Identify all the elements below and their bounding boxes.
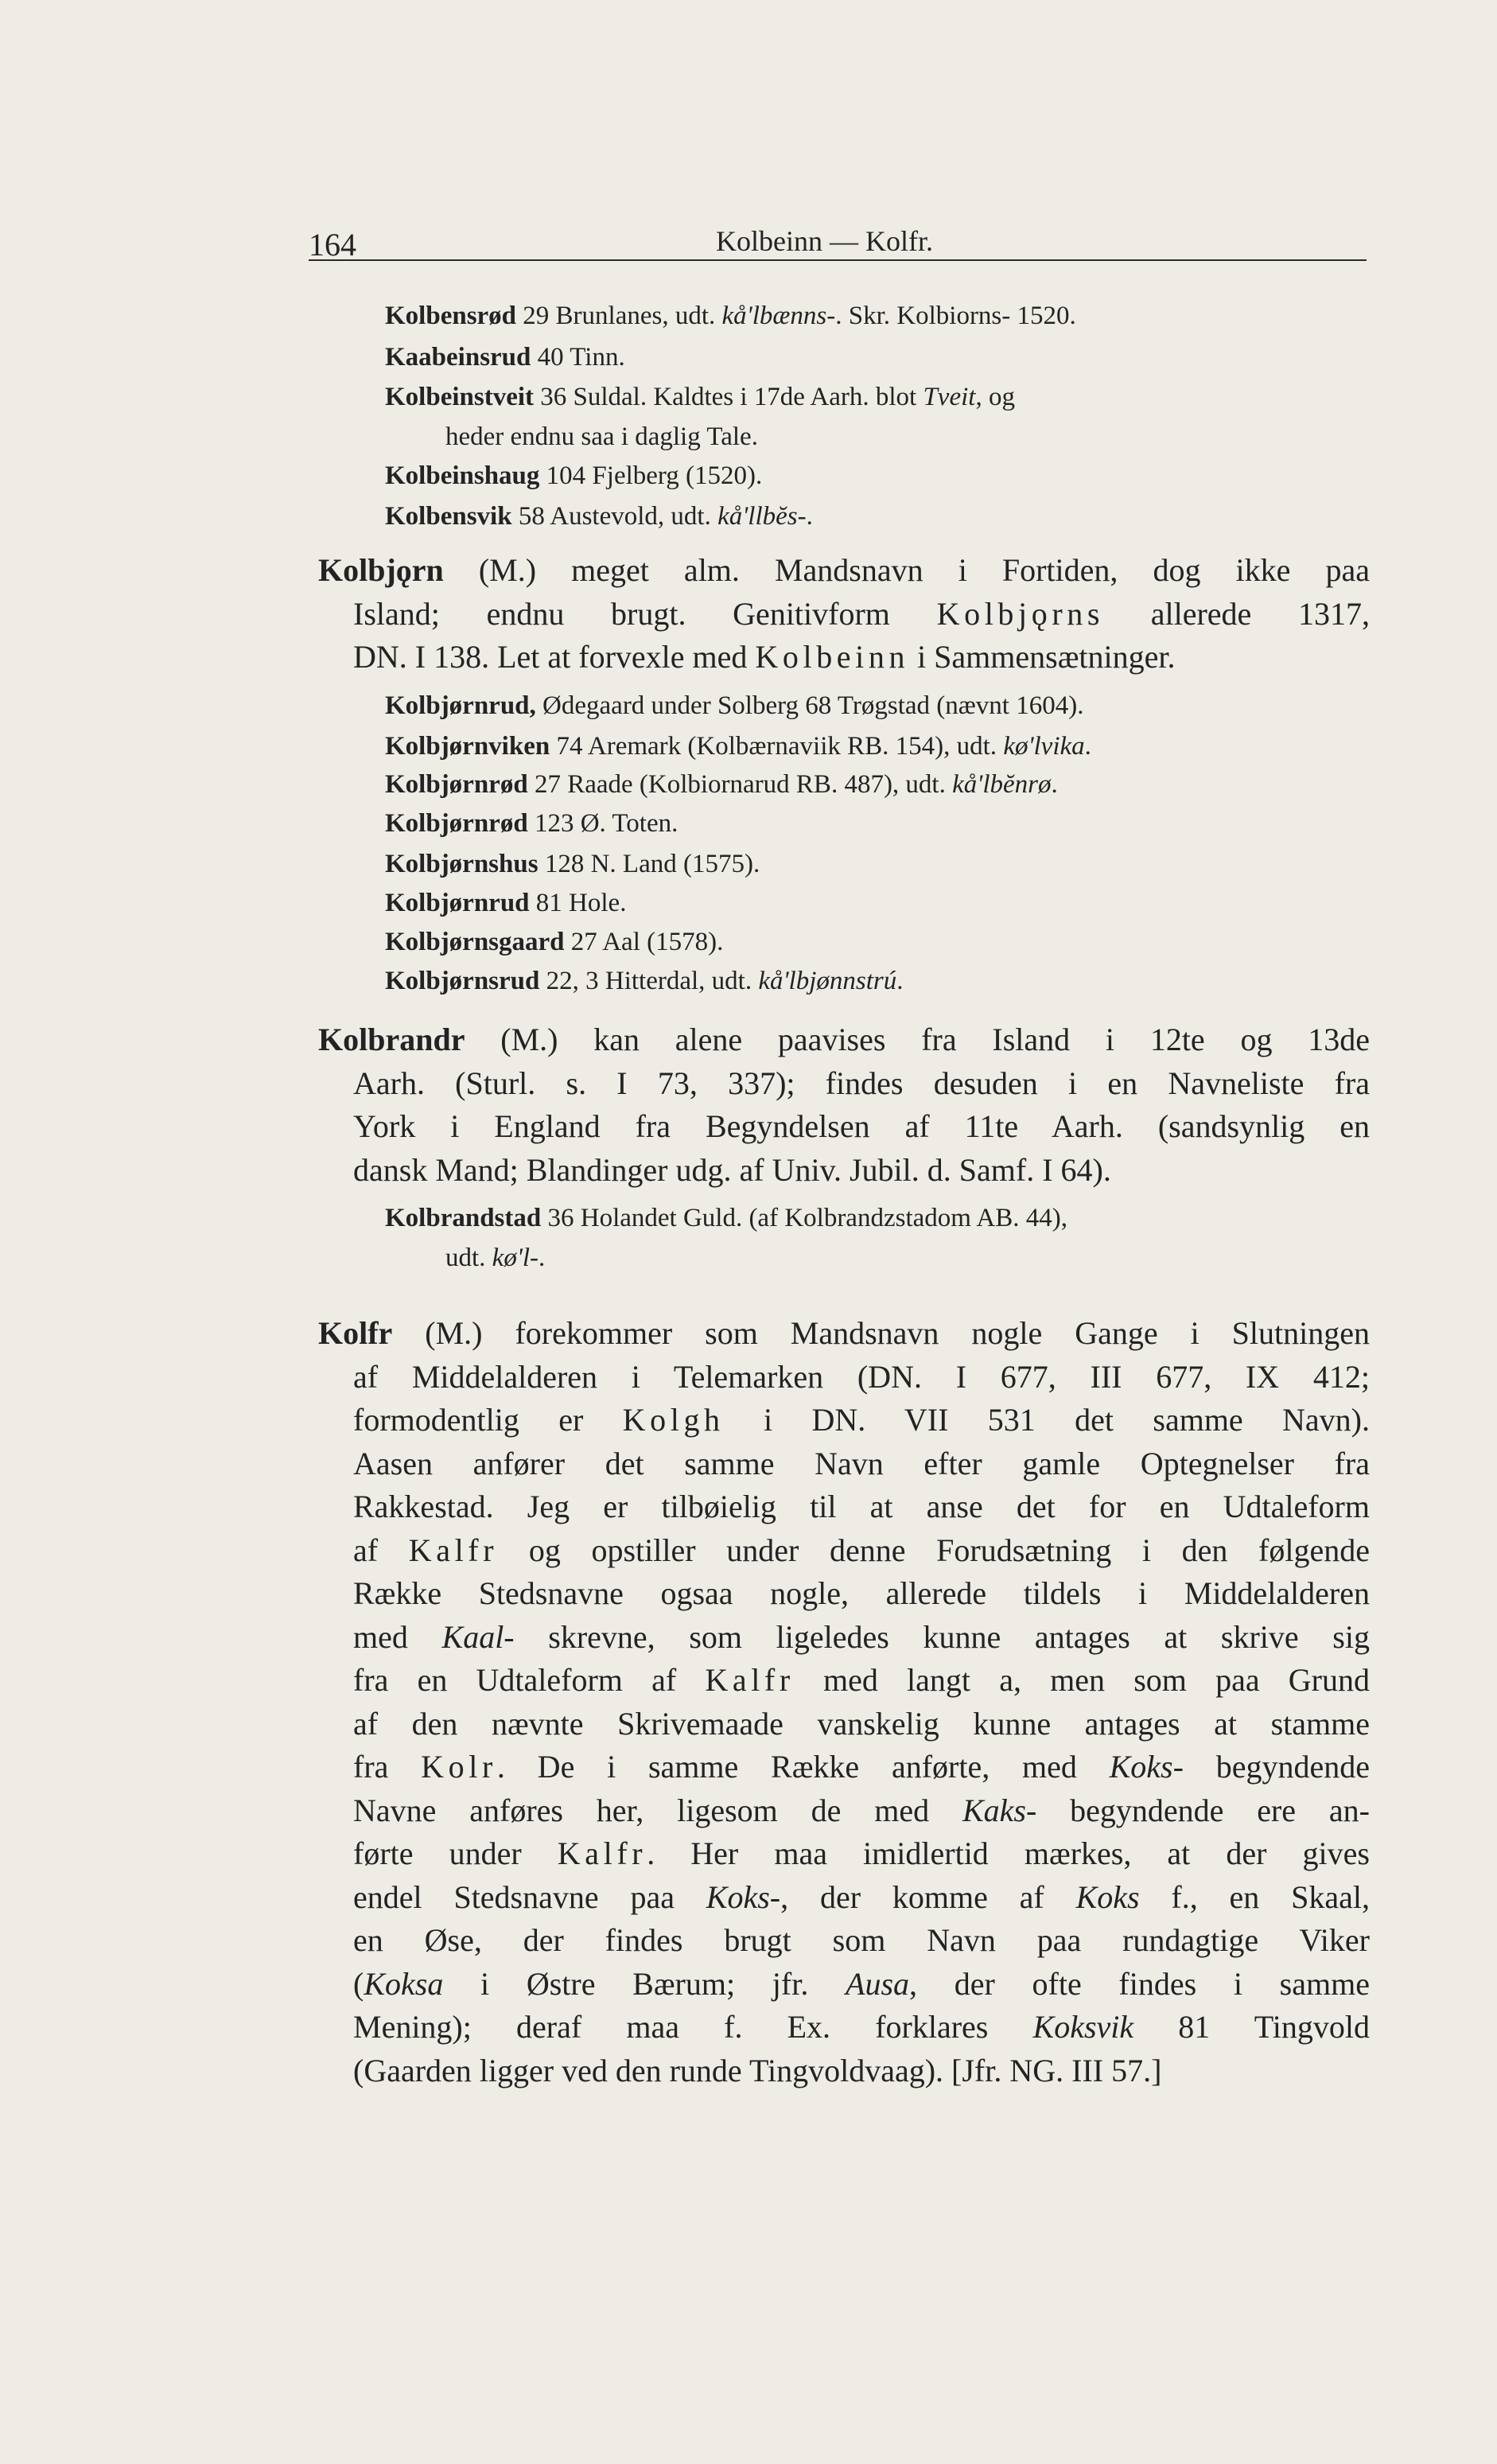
entry-kolbjornrod-1: Kolbjørnrød 27 Raade (Kolbiornarud RB. 487), udt. kå'lbĕnrø. [385, 770, 1058, 799]
entry-kolbjornviken: Kolbjørnviken 74 Aremark (Kolbærnaviik RB. 154), udt. kø'lvika. [385, 732, 1091, 761]
running-title: Kolbeinn — Kolfr. [716, 225, 933, 257]
entry-kolbrandr: Kolbrandr (M.) kan alene paavises fra Island i 12te og 13de Aarh. (Sturl. s. I 73, 337); findes desuden i en Navneliste fra York i England fra Begyndelsen af 11te Aarh. (sandsynlig en dansk Mand; Blandinger udg. af Univ. Jubil. d. Samf. I 64). [318, 1022, 1370, 1188]
entry-kolbjornrud-1: Kolbjørnrud, Ødegaard under Solberg 68 Trøgstad (nævnt 1604). [385, 691, 1084, 720]
entry-kolbjorn: Kolbjǫrn (M.) meget alm. Mandsnavn i Fortiden, dog ikke paa Island; endnu brugt. Genitivform Kolbjǫrns allerede 1317, DN. I 138. Let at forvexle med Kolbeinn i Sammensætninger. [318, 552, 1371, 675]
entry-kolfr: Kolfr (M.) forekommer som Mandsnavn nogle Gange i Slutningen af Middelalderen i Telemarken (DN. I 677, III 677, IX 412; formodentlig er Kolgh i DN. VII 531 det samme Navn). Aasen anfører det samme Navn efter gamle Optegnelser fra Rakkestad. Jeg er tilbøielig til at anse det for en Udtaleform af Kalfr og opstiller under denne Forudsætning i den følgende Række Stedsnavne ogsaa nogle, allerede tildels i Middelalderen med Kaal- skrevne, som ligeledes kunne antages at skrive sig fra en Udtaleform af Kalfr med langt a, men som paa Grund af den nævnte Skrivemaade vanskelig kunne antages at stamme fra Kolr. De i samme Række anførte, med Koks- begyndende Navne anføres her, ligesom de med Kaks- begyndende ere an- førte under Kalfr. Her maa imidlertid mærkes, at der gives endel Stedsnavne paa Koks-, der komme af Koks f., en Skaal, en Øse, der findes brugt som Navn paa rundagtige Viker (Koksa i Østre Bærum; jfr. Ausa, der ofte findes i samme Mening); deraf maa f. Ex. forklares Koksvik 81 Tingvold (Gaarden ligger ved den runde Tingvoldvaag). [Jfr. NG. III 57.] [318, 1315, 1371, 2088]
entry-kolbensvik: Kolbensvik 58 Austevold, udt. kå'llbĕs-. [385, 502, 813, 531]
entry-kolbjornrod-2: Kolbjørnrød 123 Ø. Toten. [385, 809, 679, 838]
entry-kolbjornsrud: Kolbjørnsrud 22, 3 Hitterdal, udt. kå'lbjønnstrú. [385, 967, 904, 995]
page-number: 164 [309, 227, 356, 263]
entry-kolbeinstveit: Kolbeinstveit 36 Suldal. Kaldtes i 17de Aarh. blot Tveit, og heder endnu saa i daglig Tale. [385, 383, 1015, 451]
entry-kolbjornsgaard: Kolbjørnsgaard 27 Aal (1578). [385, 928, 724, 956]
running-header [309, 212, 1367, 261]
entry-kolbrandstad: Kolbrandstad 36 Holandet Guld. (af Kolbrandzstadom AB. 44), udt. kø'l-. [385, 1204, 1067, 1272]
entry-kaabeinsrud: Kaabeinsrud 40 Tinn. [385, 343, 625, 372]
entry-kolbensrod: Kolbensrød 29 Brunlanes, udt. kå'lbænns-. Skr. Kolbiorns- 1520. [385, 302, 1076, 330]
entry-kolbeinshaug: Kolbeinshaug 104 Fjelberg (1520). [385, 461, 763, 490]
entry-kolbjornshus: Kolbjørnshus 128 N. Land (1575). [385, 850, 760, 878]
entry-kolbjornrud-2: Kolbjørnrud 81 Hole. [385, 889, 627, 917]
